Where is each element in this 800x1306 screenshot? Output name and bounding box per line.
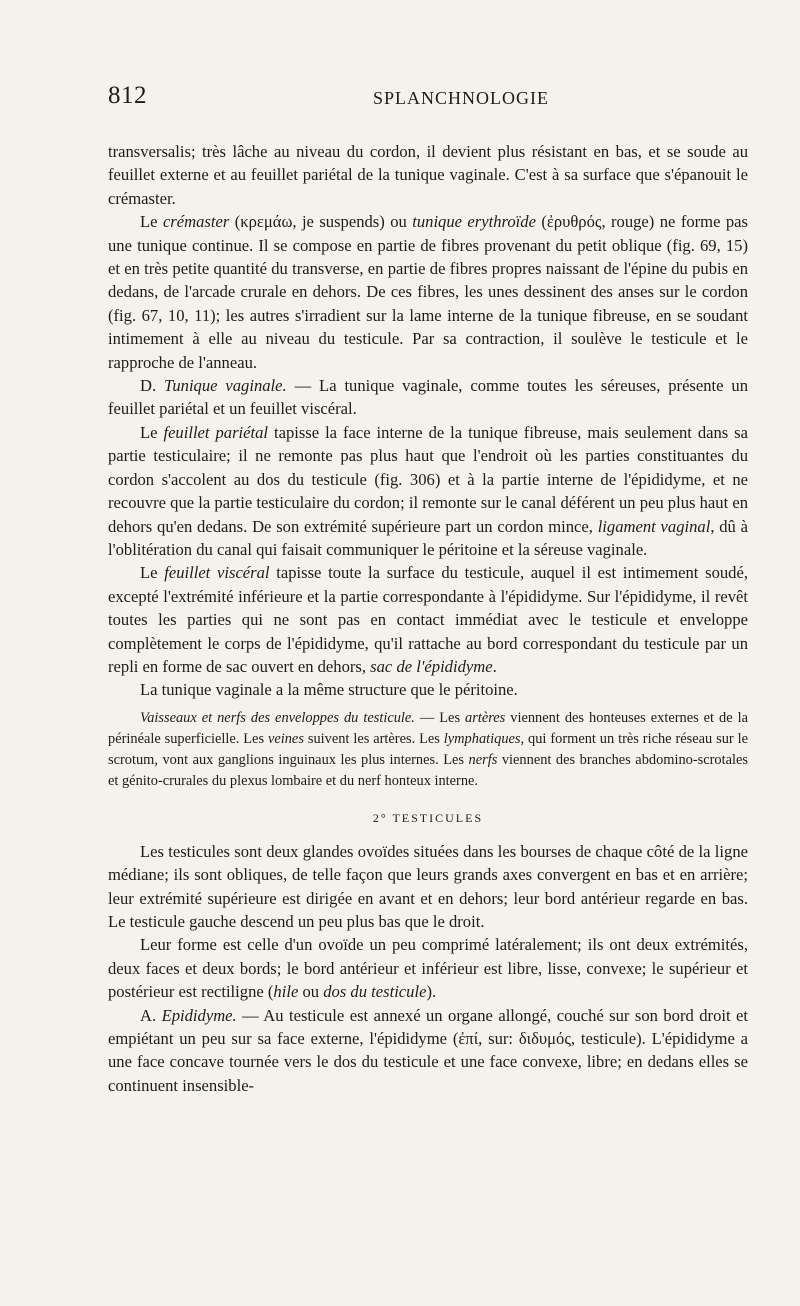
text-run: . [492, 656, 497, 676]
running-head: SPLANCHNOLOGIE [373, 88, 549, 108]
text-run: , dû à l'oblitération du canal qui faisait communiquer le péritoine et la séreuse vaginale. [108, 516, 749, 559]
text-run: viennent des branches abdomino-scrotales et génito-crurales du plexus lombaire et du nerf honteux interne. [108, 751, 748, 789]
paragraph-1: transversalis; très lâche au niveau du cordon, il devient plus résistant en bas, et se soude au feuillet externe et au feuillet pariétal de la tunique vaginale. C'est à sa surface que s'épanouit le crémaster. [108, 142, 748, 208]
term-dos-testicule: dos du testicule [323, 982, 427, 1002]
term-sac-epididyme: sac de l'épididyme [370, 656, 493, 676]
section-title: 2° TESTICULES [372, 810, 484, 825]
term-hile: hile [273, 982, 299, 1002]
text-run: (ἐρυθρός, rouge) ne forme pas une tunique continue. Il se compose en partie de fibres provenant du petit oblique (fig. 69, 15) et en très petite quantité du transverse, en partie de fibres propres naissant de l'épine du pubis en dedans, de l'arcade crurale en dehors. De ces fibres, les unes dessinent des anses sur le cordon (fig. 67, 10, 11); les autres s'irradient sur la lame interne de la tunique fibreuse, en se soudant intimement à elle au niveau du testicule. Par sa contraction, il soulève le testicule et le rapproche de l'anneau. [108, 212, 748, 372]
text-run: D. [140, 376, 165, 396]
text-run: — La tunique vaginale, comme toutes les séreuses, présente un feuillet pariétal et un feuillet viscéral. [108, 376, 749, 419]
paragraph-cremaster [108, 210, 748, 374]
term-nerfs: nerfs [468, 751, 498, 768]
page-header [108, 82, 748, 116]
heading-epididyme: Epididyme. [161, 1005, 237, 1025]
paragraph-tunique-vaginale [108, 374, 748, 421]
paragraph-feuillet-visceral [108, 561, 748, 678]
text-run: Leur forme est celle d'un ovoïde un peu comprimé latéralement; ils ont deux extrémités, deux faces et deux bords; le bord antérieur et inférieur est libre, lisse, convexe; le supérieur et postérieur est rectiligne ( [108, 935, 748, 1002]
text-run: , qui forment un très riche réseau sur le scrotum, vont aux ganglions inguinaux les plus internes. Les [108, 730, 749, 768]
term-feuillet-visceral: feuillet viscéral [164, 563, 270, 583]
term-tunique-erythroide: tunique erythroïde [412, 212, 536, 232]
paragraph-testicules: Les testicules sont deux glandes ovoïdes situées dans les bourses de chaque côté de la ligne médiane; ils sont obliques, de telle façon que leurs grands axes convergent en bas et en arrière; leur extrémité supérieure est dirigée en avant et en dehors; leur bord antérieur regarde en bas. Le testicule gauche descend un peu plus bas que le droit. [108, 841, 748, 931]
text-run: (κρεμάω, je suspends) ou [229, 212, 413, 232]
heading-tunique-vaginale: Tunique vaginale. [164, 376, 287, 396]
text-run: Le [140, 422, 164, 442]
text-run: tapisse la face interne de la tunique fibreuse, mais seulement dans sa partie testiculaire; il ne remonte pas plus haut que l'endroit où les parties constituantes du cordon s'accolent au dos du testicule (fig. 306) et à la partie interne de l'épididyme, et ne recouvre que la partie testiculaire du cordon; il remonte sur le canal déférent un peu plus haut en dehors qu'en dedans. De son extrémité supérieure part un cordon mince, [108, 422, 749, 536]
paragraph-feuillet-parietal [108, 421, 748, 561]
text-run: ). [426, 982, 437, 1002]
term-ligament-vaginal: ligament vaginal [597, 516, 711, 536]
term-veines: veines [267, 730, 304, 747]
term-arteres: artères [465, 709, 506, 726]
paragraph-vaisseaux-nerfs [108, 708, 748, 792]
term-cremaster: crémaster [162, 212, 230, 232]
heading-vaisseaux: Vaisseaux et nerfs des enveloppes du testicule. [140, 709, 415, 726]
text-run: Le [140, 212, 163, 232]
paragraph-forme [108, 933, 748, 1003]
text-run: Le [140, 563, 165, 583]
text-run: A. [140, 1005, 162, 1025]
paragraph-structure: La tunique vaginale a la même structure que le péritoine. [140, 680, 518, 700]
body-text [108, 140, 748, 1097]
text-run: suivent les artères. Les [303, 730, 444, 747]
text-run: — Les [414, 709, 466, 726]
term-feuillet-parietal: feuillet pariétal [163, 422, 269, 442]
page-number: 812 [108, 82, 147, 109]
paragraph-epididyme [108, 1004, 748, 1098]
text-run: tapisse toute la surface du testicule, auquel il est intimement soudé, excepté l'extrémité inférieure et la partie correspondante à l'épididyme. Sur l'épididyme, il revêt toutes les parties qui ne sont pas en contact immédiat avec le testicule et enveloppe complètement le corps de l'épididyme, qu'il rattache au bord correspondant du testicule par un repli en forme de sac ouvert en dehors, [108, 563, 748, 676]
text-run: viennent des honteuses externes et de la périnéale superficielle. Les [108, 709, 748, 747]
text-run: — Au testicule est annexé un organe allongé, couché sur son bord droit et empiétant un peu sur sa face externe, l'épididyme (ἐπί, sur: διδυμός, testicule). L'épididyme a une face concave tournée vers le dos du testicule et une face convexe, libre; en dedans elles se continuent insensible- [108, 1005, 748, 1095]
term-lymphatiques: lymphatiques [443, 730, 521, 747]
text-run: ou [298, 982, 324, 1002]
